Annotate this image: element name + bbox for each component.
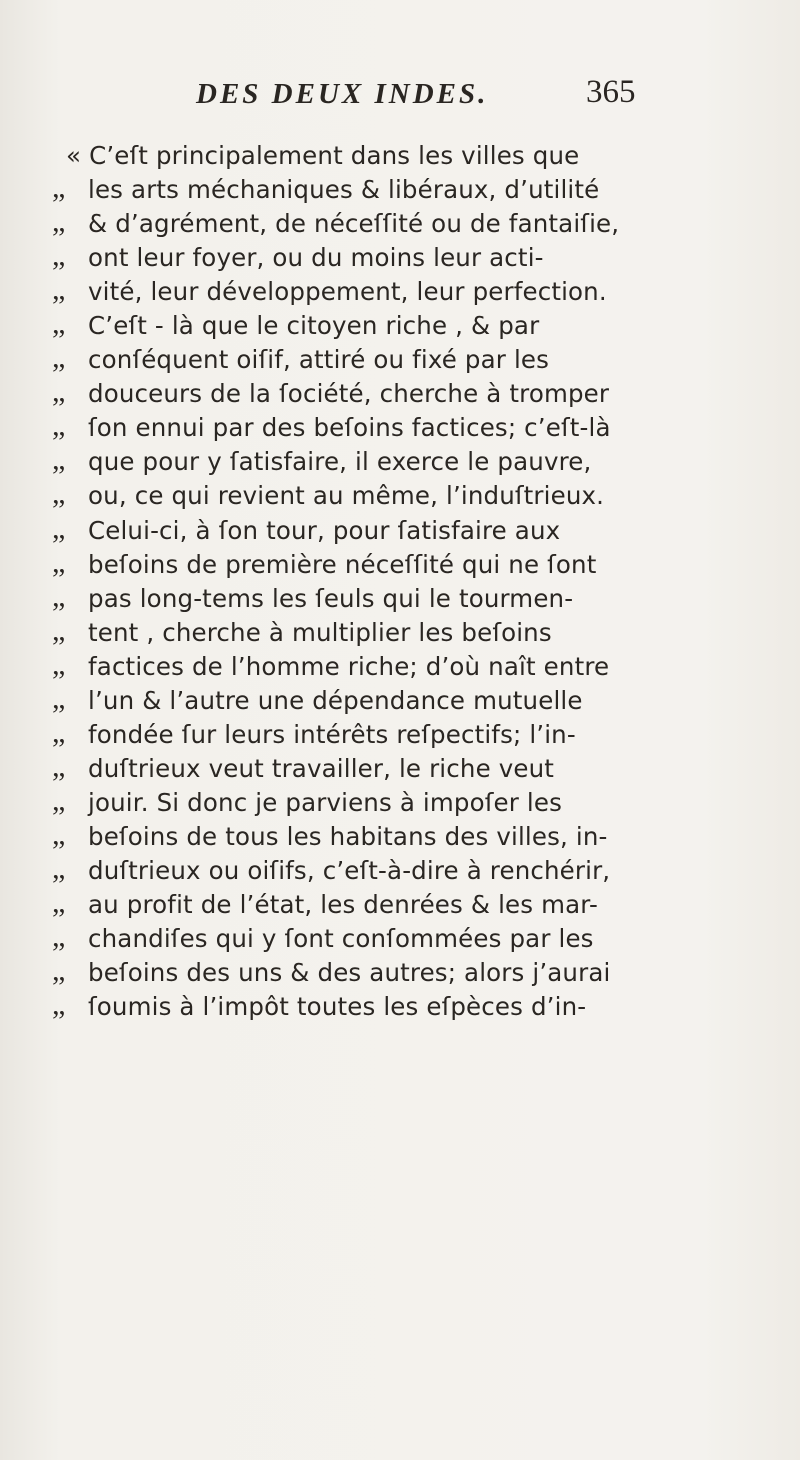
page-number: 365 <box>586 74 636 110</box>
text-line <box>0 477 800 515</box>
line-text: duſtrieux ou oiſifs, c’eſt-à-dire à renchérir, <box>88 855 611 885</box>
quote-mark: „ <box>52 954 66 988</box>
line-text: vité, leur développement, leur perfection. <box>88 277 607 307</box>
line-text: ſon ennui par des beſoins factices; c’eſt-là <box>88 413 611 443</box>
text-line <box>0 409 800 447</box>
text-line <box>0 954 800 992</box>
quote-mark: „ <box>52 715 66 749</box>
line-text: que pour y ſatisfaire, il exerce le pauvre, <box>88 447 592 477</box>
quote-mark: „ <box>52 783 66 817</box>
line-text: Celui-ci, à ſon tour, pour ſatisfaire aux <box>88 515 561 545</box>
text-line <box>0 171 800 209</box>
line-text: au profit de l’état, les denrées & les mar- <box>88 890 598 920</box>
line-text: beſoins de première néceſſité qui ne ſont <box>88 549 597 579</box>
text-line <box>0 749 800 788</box>
text-line <box>0 375 800 413</box>
text-line <box>0 920 800 958</box>
text-line <box>0 307 800 345</box>
text-line <box>0 886 800 924</box>
quote-mark: „ <box>52 647 66 681</box>
quote-mark: „ <box>52 273 66 307</box>
quote-mark: „ <box>52 171 66 205</box>
text-line <box>0 239 800 277</box>
text-line <box>0 783 800 822</box>
quote-mark: „ <box>52 681 66 715</box>
line-text: ou, ce qui revient au même, l’induſtrieux. <box>88 481 605 511</box>
text-line <box>0 511 800 550</box>
quote-mark: „ <box>52 851 66 885</box>
text-line <box>0 715 800 754</box>
quote-mark: „ <box>52 579 66 613</box>
quote-mark: „ <box>52 409 66 443</box>
line-text: & d’agrément, de néceſſité ou de fantaiſie, <box>88 209 620 239</box>
line-text: duſtrieux veut travailler, le riche veut <box>88 753 555 783</box>
text-line <box>0 341 800 379</box>
line-text: tent , cherche à multiplier les beſoins <box>88 617 552 647</box>
quote-mark: „ <box>52 307 66 341</box>
text-line <box>0 443 800 481</box>
text-line <box>0 273 800 311</box>
quote-mark: „ <box>52 886 66 920</box>
line-text: pas long-tems les ſeuls qui le tourmen- <box>88 583 574 613</box>
quote-mark: „ <box>52 477 66 511</box>
text-line <box>0 817 800 856</box>
text-line <box>0 613 800 652</box>
line-text: jouir. Si donc je parviens à impoſer les <box>88 787 562 817</box>
quote-mark: „ <box>52 205 66 239</box>
line-text: douceurs de la ſociété, cherche à tromper <box>88 379 610 409</box>
line-text: beſoins des uns & des autres; alors j’aurai <box>88 958 611 988</box>
line-text: conſéquent oiſif, attiré ou fixé par les <box>88 345 550 375</box>
quote-mark: „ <box>52 613 66 647</box>
line-text: factices de l’homme riche; d’où naît entre <box>88 651 610 681</box>
text-line <box>0 988 800 1026</box>
line-text: ont leur foyer, ou du moins leur acti- <box>88 243 544 273</box>
line-text: « C’eſt principalement dans les villes que <box>66 141 580 170</box>
quote-mark: „ <box>52 443 66 477</box>
line-text: beſoins de tous les habitans des villes, in- <box>88 821 608 851</box>
quote-mark: „ <box>52 817 66 851</box>
line-text: chandiſes qui y ſont conſommées par les <box>88 924 594 954</box>
text-line <box>0 851 800 890</box>
page-header <box>0 70 800 120</box>
body-text <box>0 141 800 1026</box>
text-line <box>0 141 800 175</box>
quote-mark: „ <box>52 375 66 409</box>
quote-mark: „ <box>52 988 66 1022</box>
running-head: DES DEUX INDES. <box>196 78 489 110</box>
quote-mark: „ <box>52 749 66 783</box>
line-text: les arts méchaniques & libéraux, d’utilité <box>88 175 600 205</box>
quote-mark: „ <box>52 511 66 545</box>
quote-mark: „ <box>52 545 66 579</box>
text-line <box>0 545 800 584</box>
text-line <box>0 205 800 243</box>
text-line <box>0 681 800 720</box>
text-line <box>0 579 800 618</box>
quote-mark: „ <box>52 239 66 273</box>
line-text: ſoumis à l’impôt toutes les eſpèces d’in- <box>88 992 587 1022</box>
line-text: C’eſt - là que le citoyen riche , & par <box>88 311 540 341</box>
line-text: fondée ſur leurs intérêts reſpectifs; l’in- <box>88 719 576 749</box>
text-line <box>0 647 800 686</box>
quote-mark: „ <box>52 341 66 375</box>
line-text: l’un & l’autre une dépendance mutuelle <box>88 685 583 715</box>
quote-mark: „ <box>52 920 66 954</box>
